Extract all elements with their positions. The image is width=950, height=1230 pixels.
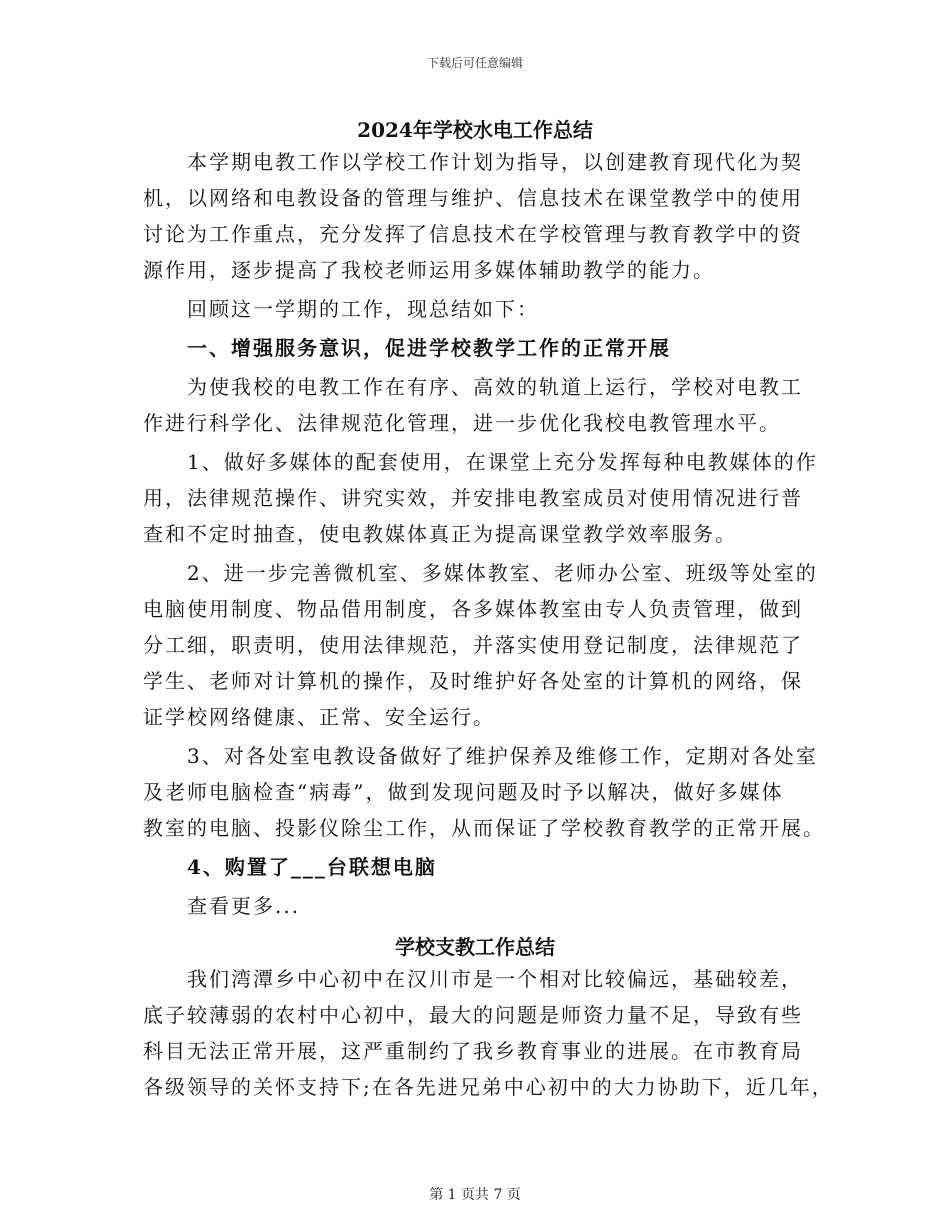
paragraph-line: 3、对各处室电教设备做好了维护保养及维修工作，定期对各处室	[187, 744, 818, 768]
paragraph-line: 机，以网络和电教设备的管理与维护、信息技术在课堂教学中的使用	[143, 186, 803, 210]
paragraph-line: 科目无法正常开展，这严重制约了我乡教育事业的进展。在市教育局	[143, 1039, 803, 1063]
paragraph-line: 证学校网络健康、正常、安全运行。	[143, 705, 495, 729]
paragraph-line: 查和不定时抽查，使电教媒体真正为提高课堂教学效率服务。	[143, 522, 737, 546]
paragraph-line: 回顾这一学期的工作，现总结如下：	[187, 297, 539, 321]
section-heading: 4、购置了___台联想电脑	[187, 855, 437, 879]
paragraph-line: 电脑使用制度、物品借用制度，各多媒体教室由专人负责管理，做到	[143, 597, 803, 621]
paragraph-line: 学生、老师对计算机的操作，及时维护好各处室的计算机的网络，保	[143, 669, 803, 693]
page-footer: 第 1 页共 7 页	[429, 1187, 521, 1203]
paragraph-line: 底子较薄弱的农村中心初中，最大的问题是师资力量不足，导致有些	[143, 1003, 803, 1027]
paragraph-line: 1、做好多媒体的配套使用，在课堂上充分发挥每种电教媒体的作	[187, 450, 818, 474]
read-more-link[interactable]: 查看更多...	[187, 894, 301, 918]
paragraph-line: 作进行科学化、法律规范化管理，进一步优化我校电教管理水平。	[143, 411, 781, 435]
section-heading: 一、增强服务意识，促进学校教学工作的正常开展	[187, 336, 671, 360]
paragraph-line: 各级领导的关怀支持下;在各先进兄弟中心初中的大力协助下，近几年，	[143, 1075, 834, 1099]
header-note: 下载后可任意编辑	[426, 56, 523, 70]
paragraph-line: 为使我校的电教工作在有序、高效的轨道上运行，学校对电教工	[187, 375, 803, 399]
paragraph-line: 及老师电脑检查“病毒”，做到发现问题及时予以解决，做好多媒体	[143, 780, 784, 804]
paragraph-line: 用，法律规范操作、讲究实效，并安排电教室成员对使用情况进行普	[143, 486, 803, 510]
paragraph-line: 源作用，逐步提高了我校老师运用多媒体辅助教学的能力。	[143, 258, 715, 282]
paragraph-line: 2、进一步完善微机室、多媒体教室、老师办公室、班级等处室的	[187, 561, 818, 585]
paragraph-line: 讨论为工作重点，充分发挥了信息技术在学校管理与教育教学中的资	[143, 222, 803, 246]
document-title: 2024年学校水电工作总结	[357, 118, 593, 142]
paragraph-line: 我们湾潭乡中心初中在汉川市是一个相对比较偏远，基础较差，	[187, 967, 803, 991]
second-document-title: 学校支教工作总结	[395, 935, 555, 959]
paragraph-line: 分工细，职责明，使用法律规范，并落实使用登记制度，法律规范了	[143, 633, 803, 657]
paragraph-line: 本学期电教工作以学校工作计划为指导，以创建教育现代化为契	[187, 150, 803, 174]
paragraph-line: 教室的电脑、投影仪除尘工作，从而保证了学校教育教学的正常开展。	[143, 816, 825, 840]
